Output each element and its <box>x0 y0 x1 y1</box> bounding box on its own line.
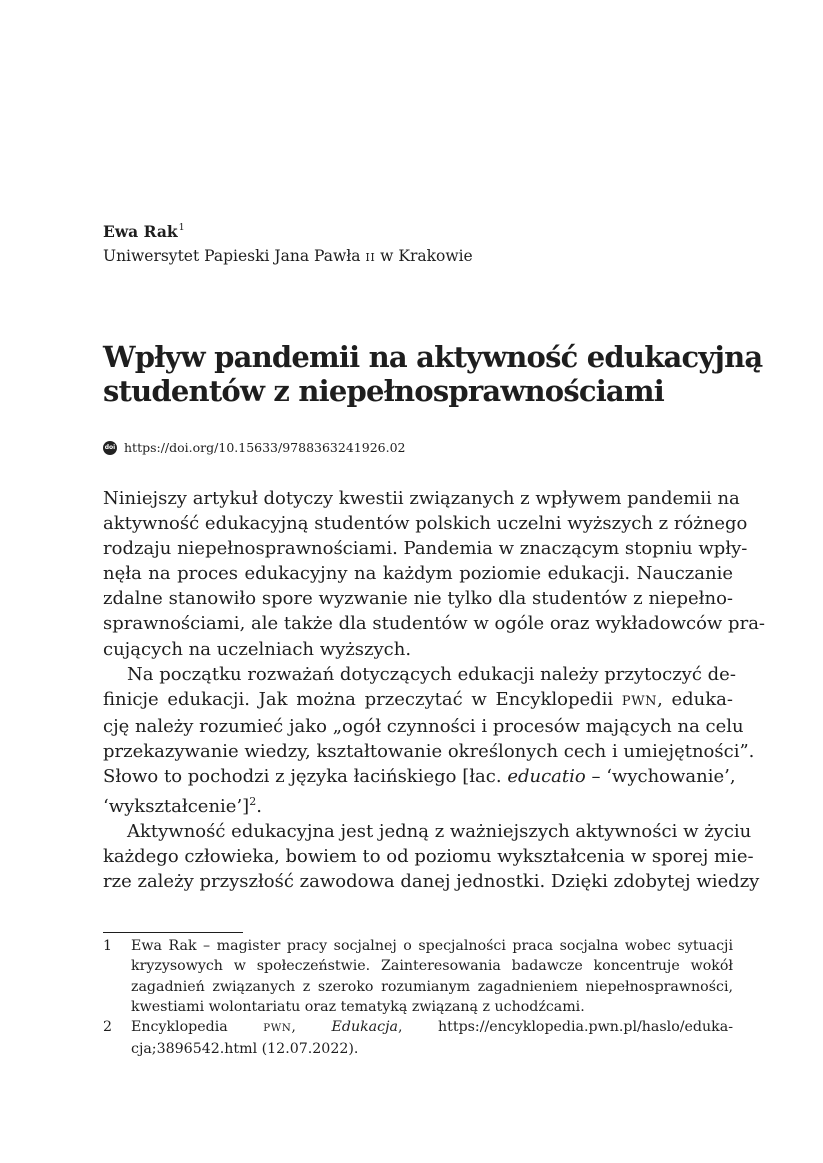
text-line: cujących na uczelniach wyższych. <box>103 638 412 660</box>
footnote-2 <box>103 1017 733 1060</box>
author-name: Ewa Rak$^1$ <box>103 222 185 242</box>
text-line: rodzaju niepełnosprawnościami. Pandemia w znaczącym stopniu wpły- <box>103 538 748 560</box>
author-affiliation: Uniwersytet Papieski Jana Pawła II w Krakowie <box>103 247 473 265</box>
footnote-ref-2[interactable]: 2 <box>249 795 257 809</box>
text-line: Aktywność edukacyjna jest jedną z ważniejszych aktywności w życiu <box>127 821 752 843</box>
text-line: nęła na proces edukacyjny na każdym poziomie edukacji. Nauczanie <box>103 563 733 585</box>
text-line: aktywność edukacyjną studentów polskich uczelni wyższych z różnego <box>103 513 748 535</box>
footnote-line: kwestiami wolontariatu oraz tematyką związaną z uchodźcami. <box>131 998 585 1015</box>
footnote-line: zagadnień związanych z szeroko rozumianym zagadnieniem niepełnosprawności, <box>131 978 733 995</box>
footnote-line: kryzysowych w społeczeństwie. Zainteresowania badawcze koncentruje wokół <box>131 958 733 975</box>
text-line: każdego człowieka, bowiem to od poziomu wykształcenia w sporej mie- <box>103 846 754 868</box>
text-line: rze zależy przyszłość zawodowa danej jednostki. Dzięki zdobytej wiedzy <box>103 871 760 893</box>
article-body <box>103 486 766 895</box>
footnote-1 <box>103 936 733 1017</box>
footnote-number: 1 <box>103 938 113 954</box>
title-line: studentów z niepełnosprawnościami <box>103 374 665 408</box>
footnote-line: Encyklopedia PWN, Edukacja, https://encyklopedia.pwn.pl/haslo/eduka- <box>131 1019 733 1036</box>
paragraph-1 <box>103 486 766 662</box>
text-line: ‘wykształcenie’]$^2$. <box>103 795 262 818</box>
text-line: Niniejszy artykuł dotyczy kwestii związanych z wpływem pandemii na <box>103 488 740 509</box>
text-line: Na początku rozważań dotyczących edukacji należy przytoczyć de- <box>127 663 736 685</box>
text-line: zdalne stanowiło spore wyzwanie nie tylko dla studentów z niepełno- <box>103 588 733 610</box>
footnote-line: Ewa Rak – magister pracy socjalnej o specjalności praca socjalna wobec sytuacji <box>131 938 733 954</box>
encyclopedia-link[interactable]: , https://encyklopedia.pwn.pl/haslo/eduka- <box>397 1019 733 1036</box>
footnote-number: 2 <box>103 1019 113 1036</box>
text-line: sprawnościami, ale także dla studentów w ogóle oraz wykładowców pra- <box>103 613 766 635</box>
text-line: przekazywanie wiedzy, kształtowanie określonych cech i umiejętności”. <box>103 740 755 762</box>
footnote-line: cja;3896542.html (12.07.2022). <box>131 1041 359 1058</box>
footnote-separator <box>103 932 243 933</box>
text-line: finicje edukacji. Jak można przeczytać w Encyklopedii PWN, eduka- <box>103 688 733 710</box>
doi-icon: doi <box>103 441 117 455</box>
footnotes <box>103 936 733 1060</box>
article-title <box>103 340 762 408</box>
paragraph-3 <box>103 819 760 894</box>
doi-url[interactable]: https://doi.org/10.15633/9788363241926.02 <box>124 440 406 455</box>
footnote-ref-1[interactable]: 1 <box>178 222 185 233</box>
paragraph-2 <box>103 662 755 820</box>
text-line: Słowo to pochodzi z języka łacińskiego [łac. educatio – ‘wychowanie’, <box>103 766 736 788</box>
doi-link[interactable] <box>103 439 405 457</box>
title-line: Wpływ pandemii na aktywność edukacyjną <box>103 340 763 374</box>
text-line: cję należy rozumieć jako „ogół czynności i procesów mających na celu <box>103 715 744 737</box>
